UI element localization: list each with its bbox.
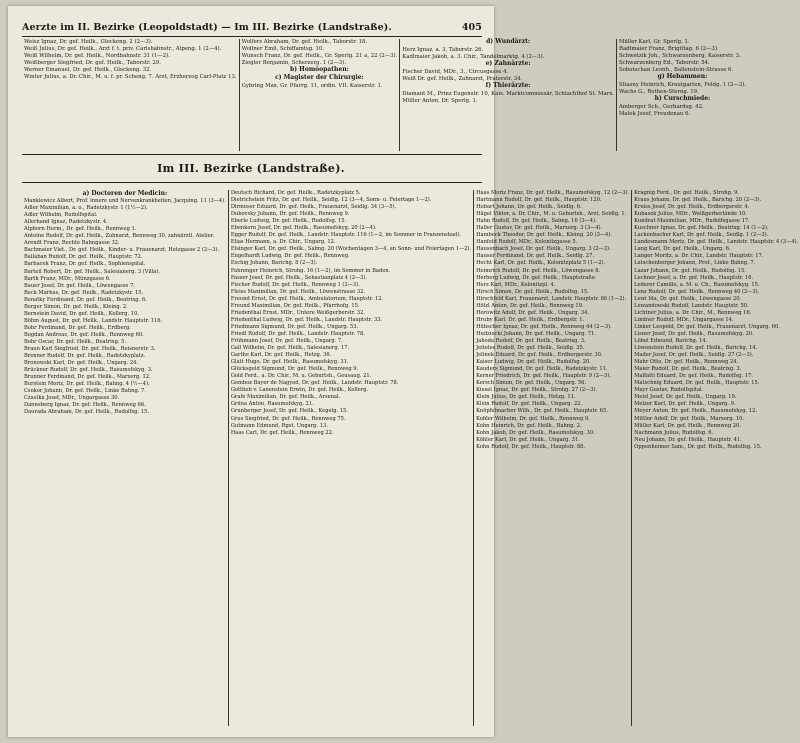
directory-entry: Kersch Simon, Dr. gef. Heilk., Ungarg. 56. [476, 380, 587, 387]
directory-entry: Kauders Sigmund, Dr. gef. Heilk., Radetzkystr. 11. [476, 366, 608, 373]
directory-entry: Hobart Johann, Dr. gef. Heilk., Seidlg. 6. [476, 204, 582, 211]
directory-entry: Lang Karl, Dr. gef. Heilk., Ungarg. 6. [634, 246, 731, 253]
directory-entry: Fleiss Maximilian, Dr. gef. Heilk., Löwenstrasse 32. [230, 288, 365, 295]
directory-entry: Köhler Karl, Dr. gef. Heilk., Ungarg. 31. [476, 436, 580, 443]
directory-entry: Schwarzenberg Ed., Taborstr. 54. [618, 59, 710, 66]
directory-entry: Gutmann Edmund, Rgst. Ungarg. 13. [230, 422, 328, 429]
directory-entry: Eschig Johann, Barichg. 8 (2—3). [230, 260, 318, 267]
directory-entry: Meisl Josef, Dr. gef. Heilk., Ungarg. 19. [634, 394, 737, 401]
header-left: Aerzte im II. Bezirke (Leopoldstadt) — Im III. Bezirke (Landstraße). [22, 21, 392, 33]
directory-entry: Adler Maximilian, a. o., Radetzkystr. 1 (1½—2). [24, 205, 148, 212]
directory-entry: Hudziecki Johann, Dr. gef. Heilk., Ungarg. 71. [476, 330, 596, 337]
page-number: 405 [461, 21, 482, 33]
header-rule [22, 36, 482, 37]
directory-entry: Mayr Gustav, Rudolfspital. [634, 387, 704, 394]
directory-entry: Weißberger Siegfried, Dr. gef. Heilk., Taborstr. 29. [24, 59, 161, 66]
directory-entry: Ballaban Rudolf, Dr. gef. Heilk., Hauptstr. 72. [24, 254, 143, 261]
top-columns [22, 38, 746, 151]
directory-entry: Bohr Oscar, Dr. gef. Heilk., Beatrixg. 5. [24, 338, 127, 345]
main-column [473, 190, 631, 726]
top-column [239, 39, 400, 151]
directory-entry: Grus Siegfried, Dr. gef. Heilk., Rennweg 75. [230, 415, 346, 422]
directory-entry: Gold Ferd., a. Dr. Chir., M. u. Geburtsh., Geusaug. 21. [230, 373, 372, 380]
directory-entry: Barteil Robert, Dr. gef. Heilk., Salesianerg. 3 (Villa). [24, 268, 161, 275]
directory-entry: Ebenkorn Josef, Dr. gef. Heilk., Rasumofskyg. 20 (2—4). [230, 225, 377, 232]
directory-entry: Benatky Ferdinand, Dr. gef. Heilk., Beatrixg. 6. [24, 296, 147, 303]
directory-entry: Brunner Ferdinand, Dr. gef. Heilk., Marxerg. 12. [24, 374, 151, 381]
directory-entry: Berger Simon, Dr. gef. Heilk., Kleing. 2. [24, 303, 128, 310]
directory-entry: Lisner Josef, Dr. gef. Heilk., Rasumofskyg. 20. [634, 330, 754, 337]
directory-entry: Elsinger Karl, Dr. gef. Heilk., Salmg. 20 (Wochentagen 3—4, an Sonn- und Feiertagen 1—2). [230, 246, 472, 253]
directory-entry: Grafe Maximilian, Dr. gef. Heilk., Arsenal. [230, 394, 341, 401]
directory-entry: Weisz Ignaz, Dr. gef. Heilk., Glockeng. 2 (2—3). [24, 39, 153, 45]
directory-entry: Mankiewicz Albert, Prof. innere und Nervenkrankheiten, Jacquing. 11 (3—4). [24, 198, 226, 205]
directory-entry: Adler Wilhelm, Rudolfspital. [24, 212, 98, 219]
top-column [22, 39, 239, 151]
directory-entry: Bogdan Andreas, Dr. gef. Heilk., Rennweg 60. [24, 331, 144, 338]
directory-entry: Elias Hermann, a. Dr. Chir., Ungarg. 12. [230, 239, 336, 246]
directory-entry: Grüna Anton, Rasumofskyg. 21. [230, 401, 314, 408]
directory-entry: Lederer Camillo, a. M. u. Ch., Rasumofskyg. 15. [634, 281, 760, 288]
directory-entry: Langer Moritz, a. Dr. Chir., Landstr. Hauptstr. 17. [634, 253, 764, 260]
directory-entry: Horowitz Adolf, Dr. gef. Heilk., Ungarg. 34. [476, 309, 590, 316]
directory-entry: Kundrat Maximilian, MDr., Rudolfsgasse 17. [634, 218, 750, 225]
directory-entry: Hartmann Rudolf, Dr. gef. Heilk., Hauptstr. 120. [476, 197, 602, 204]
directory-entry: Braun Karl Siegfried, Dr. gef. Heilk., Reisnerstr. 3. [24, 346, 156, 353]
directory-entry: Winter Julius, a. Dr. Chir., M. u. f. pr. Scheng. 7. Arzt, Erzherzog Carl-Platz 13. [24, 73, 237, 80]
directory-entry: Hirschfeld Karl, Frauenarzt, Landstr. Hauptstr. 86 (1—2). [476, 295, 627, 302]
directory-entry: Wachs G., Rothen-Sterng. 19. [618, 88, 699, 95]
directory-entry: Knöpfelmacher Wilh., Dr. gef. Heilk., Hauptstr. 65. [476, 408, 608, 415]
directory-entry: Jeiteles Rudolf, Dr. gef. Heilk., Seidlg. 35. [476, 345, 585, 352]
directory-entry: Hanfeld Rudolf, MDr., Kolonitzgasse 5. [476, 239, 578, 246]
directory-entry: Kiesel Ignaz, Dr. gef. Heilk., Strohg. 27 (2—3). [476, 387, 598, 394]
directory-entry: Kuschner Ignaz, Dr. gef. Heilk., Beatrixg. 14 (1—2). [634, 225, 769, 232]
directory-entry: Hägel Viktor, a. Dr. Chir., M. u. Geburtsh., Arzt, Seidlg. 1. [476, 211, 627, 218]
directory-entry: Lichtner Julius, a. Dr. Chir., M., Rennweg 16. [634, 309, 752, 316]
directory-entry: Müller Karl, Gr. Sperlg. 1. [618, 39, 690, 45]
directory-entry: Nachmann Julius, Rudolfsg. 6. [634, 429, 714, 436]
directory-entry: Frühmann Josef, Dr. gef. Heilk., Ungarg. 7. [230, 337, 343, 344]
directory-entry: Heimrich Rudolf, Dr. gef. Heilk., Löwengasse 8. [476, 267, 601, 274]
category-heading: a) Doctoren der Medicin: [82, 190, 168, 197]
directory-entry: Kadlmaier Jakob, a. 3. Chir., Tandelmarktg. 4 (2—3). [402, 53, 545, 60]
directory-entry: Neu Johann, Dr. gef. Heilk., Hauptstr. 41. [634, 436, 742, 443]
directory-entry: Lechner Josef, a. Dr. gef. Heilk., Hauptstr. 16. [634, 274, 754, 281]
directory-entry: Stiasny Heinrich, Krautgarten, Feldg. 1 (2—3). [618, 81, 746, 88]
directory-entry: Latschenberger Johann, Prof., Linke Bahng. 7. [634, 260, 756, 267]
main-columns [22, 190, 799, 726]
directory-entry: Kroiss Josef, Dr. gef. Heilk., Erdbergerstr. 4. [634, 204, 750, 211]
directory-entry: Allerhand Ignaz, Radetzkystr. 4. [24, 219, 108, 226]
directory-entry: Bohr Ferdinand, Dr. gef. Heilk., Erdberg. [24, 324, 131, 331]
directory-entry: Barbacek Franz, Dr. gef. Heilk., Sophienspital. [24, 261, 146, 268]
directory-entry: Bachmaier Viet., Dr. gef. Heilk., Kinder- u. Frauenarzt, Hetzgasse 2 (2—3). [24, 247, 220, 254]
directory-entry: Deutsch Richard, Dr. gef. Heilk., Radetzkyplatz 5. [230, 190, 361, 196]
directory-entry: Hölzl Anton, Dr. gef. Heilk., Rennweg 19. [476, 302, 584, 309]
directory-entry: Hruby Karl, Dr. gef. Heilk., Erdbergstr. 1. [476, 316, 585, 323]
directory-entry: Egger Rudolf, Dr. gef. Heilk., Landstr. Hauptstr. 116 (1—2, im Sommer in Franzensbad). [230, 232, 461, 239]
category-heading: h) Curschmiede: [654, 94, 711, 102]
directory-entry: Friedl Rudolf, Dr. gef. Heilk., Landstr. Hauptstr. 78. [230, 330, 365, 337]
section-title: Im III. Bezirke (Landstraße). [157, 162, 345, 175]
directory-entry: Friedenthal Ernst, MDr., Untere Weißgerberstr. 32. [230, 309, 366, 316]
top-column [616, 39, 748, 151]
directory-entry: Kragnig Ferd., Dr. gef. Heilk., Strohg. 9. [634, 190, 740, 196]
directory-entry: Dirmoser Eduard, Dr. gef. Heilk., Frauenarzt, Seidlg. 34 (3—5). [230, 204, 397, 211]
directory-entry: Haas Carl, Dr. gef. Heilk., Rennweg 22. [230, 429, 334, 436]
directory-entry: Kaiser Ludwig, Dr. gef. Heilk., Rudolfsg. 20. [476, 359, 591, 366]
directory-entry: Amberger Sch., Gerhardsg. 42. [618, 103, 704, 110]
directory-entry: Lindner Rudolf, MDr., Ungargasse 14. [634, 316, 734, 323]
directory-entry: Wollner Emil, Schiffamtsg. 10. [241, 45, 325, 52]
directory-entry: Glatt Hugo, Dr. gef. Heilk., Rasumofskyg. 31. [230, 359, 349, 366]
category-heading: e) Zahnärzte: [485, 59, 531, 67]
directory-entry: Weiß Wilhelm, Dr. gef. Heilk., Nordbahnstr. 31 (1—2). [24, 52, 170, 59]
section-rule [22, 154, 482, 155]
main-column [228, 190, 473, 726]
directory-entry: Diamant M., Prinz Eugenstr. 10, Kais. Marktcommissär, Schlachthof St. Marx. [402, 90, 614, 97]
directory-entry: Csokor Johann, Dr. gef. Heilk., Linke Bahng. 7. [24, 388, 146, 395]
directory-entry: Mader Josef, Dr. gef. Heilk., Seidlg. 27 (2—3). [634, 352, 754, 359]
directory-entry: Bernstein David, Dr. gef. Heilk., Kollerg. 10. [24, 310, 139, 317]
directory-entry: Brenner Rudolf, Dr. gef. Heilk., Radetzkyplatz. [24, 353, 146, 360]
directory-entry: Arendt Franz, Rechte Bahngasse 32. [24, 240, 120, 247]
directory-entry: Haas Moriz Franz, Dr. gef. Heilk., Rasumofskyg. 12 (2—3). [476, 190, 630, 196]
directory-entry: Kohn Heinrich, Dr. gef. Heilk., Bahng. 2. [476, 422, 582, 429]
directory-entry: Burstein Moriz, Dr. gef. Heilk., Bahng. 4 (½—4). [24, 381, 150, 388]
directory-entry: Wolfers Abraham, Dr. gef. Heilk., Taborstr. 18. [241, 39, 368, 45]
directory-entry: Linker Leopold, Dr. gef. Heilk., Frauenarzt, Ungarg. 60. [634, 323, 780, 330]
directory-entry: Fischer Rudolf, Dr. gef. Heilk., Rennweg 1 (2—3). [230, 281, 360, 288]
directory-entry: Bronowski Karl, Dr. gef. Heilk., Ungarg. 24. [24, 360, 139, 367]
directory-entry: Jelinek Eduard, Dr. gef. Heilk., Erdbergerstr. 30. [476, 352, 603, 359]
directory-entry: Weiß Dr. gef. Heilk., Zahnarzt, Praterstr. 34. [402, 75, 523, 82]
category-heading: c) Magister der Chirurgie: [275, 73, 364, 81]
directory-entry: Alpborn Herm., Dr. gef. Heilk., Rennweg 1. [24, 226, 137, 233]
directory-entry: Lenz Rudolf, Dr. gef. Heilk., Rennweg 40 (2—3). [634, 288, 760, 295]
directory-entry: Gall Wilhelm, Dr. gef. Heilk., Salesianerg. 17. [230, 345, 350, 352]
directory-entry: Radlmaier Franz, Brigittag. 6 (2—3). [618, 45, 719, 52]
directory-entry: Grunberger Josef, Dr. gef. Heilk., Kegelg. 15. [230, 408, 348, 415]
directory-entry: Czastka Josef, MDr., Ungargasse 30. [24, 395, 120, 402]
directory-entry: Lewandowski Rudolf, Landstr. Hauptstr. 50. [634, 302, 749, 309]
directory-entry: Oppenheimer Sam., Dr. gef. Heilk., Rudolfsg. 15. [634, 443, 762, 450]
category-heading: f) Thierärzte: [485, 81, 531, 89]
directory-entry: Hambock Theodor, Dr. gef. Heilk., Kleing. 20 (3—4). [476, 232, 612, 239]
directory-entry: Glücksgeld Sigmund, Dr. gef. Heilk., Rennweg 9. [230, 366, 359, 373]
directory-entry: Hauser Ferdinand, Dr. gef. Heilk., Seidlg. 27. [476, 253, 594, 260]
directory-entry: Antoine Rudolf, Dr. gef. Heilk., Zahnarzt, Rennweg 30, zahnärztl. Atelier. [24, 233, 215, 240]
directory-entry: Engelhardt Ludwig, Dr. gef. Heilk., Rennweg. [230, 253, 350, 260]
directory-entry: Fasser Josef, Dr. gef. Heilk., Sebastianplatz 4 (2—3). [230, 274, 368, 281]
directory-entry: Fahrenger Heinrich, Strohg. 16 (1—2), im Sommer in Baden. [230, 267, 391, 274]
directory-entry: Gomboz Bayer de Nagyed, Dr. gef. Heilk., Landstr. Hauptstr. 78. [230, 380, 399, 387]
directory-entry: Lewi Ida, Dr. gef. Heilk., Löwengasse 20. [634, 295, 742, 302]
directory-entry: Kraus Johann, Dr. gef. Heilk., Barichg. 20 (2—3). [634, 197, 762, 204]
directory-entry: Hausenbach Josef, Dr. gef. Heilk., Ungarg. 3 (2—3). [476, 246, 611, 253]
directory-entry: Fischer David, MDr., 3., Circusgasse 4. [402, 68, 509, 75]
directory-entry: Freund Ernst, Dr. gef. Heilk., Ambulatorium, Hauptstr. 12. [230, 295, 384, 302]
section-rule [22, 182, 482, 183]
directory-entry: Herz Ignaz, a. 3, Taborstr. 26. [402, 46, 484, 53]
page-header [22, 20, 482, 34]
category-heading: b) Homöopathen: [290, 65, 349, 73]
directory-entry: Friedenthal Ludwig, Dr. gef. Heilk., Landstr. Hauptstr. 33. [230, 316, 383, 323]
directory-entry: Hahn Rudolf, Dr. gef. Heilk., Salmg. 16 (3—4). [476, 218, 597, 225]
directory-entry: Bauer Josef, Dr. gef. Heilk., Löwengasse 7. [24, 282, 136, 289]
directory-entry: Kohn Jakob, Dr. gef. Heilk., Rasumofskyg. 30. [476, 429, 595, 436]
directory-entry: Freund Maximilian, Dr. gef. Heilk., Pfarrhofg. 15. [230, 302, 360, 309]
directory-entry: Melzer Karl, Dr. gef. Heilk., Ungarg. 9. [634, 401, 736, 408]
top-column [399, 39, 616, 151]
directory-entry: Weiß Julius, Dr. gef. Heilk., Arzt f. t. priv. Carlsbahnstr., Alpeng. 1 (2—4). [24, 45, 222, 52]
directory-entry: Lackenbacher Karl, Dr. gef. Heilk., Seidlg. 1 (2—3). [634, 232, 769, 239]
directory-entry: Matschnig Eduard, Dr. gef. Heilk., Hauptstr. 15. [634, 380, 760, 387]
category-heading: d) Wundärzt: [486, 38, 531, 45]
directory-entry: Hirsch Simon, Dr. gef. Heilk., Rudolfsg. 15. [476, 288, 589, 295]
directory-entry: Herz Karl, MDr., Kolonitzpl. 4. [476, 281, 556, 288]
directory-entry: Garthe Karl, Dr. gef. Heilk., Hetzg. 36. [230, 352, 332, 359]
main-column [22, 190, 228, 726]
directory-entry: Haller Gustav, Dr. gef. Heilk., Marxerg. 3 (3—4). [476, 225, 603, 232]
directory-entry: Malek Josef, Freudenau 6. [618, 110, 691, 117]
directory-entry: Werner Emanuel, Dr. gef. Heilk., Glockeng. 32. [24, 66, 152, 73]
directory-entry: Hecht Karl, Dr. gef. Heilk., Kolonitzplatz 5 (1—2). [476, 260, 606, 267]
directory-entry: Maier Rudolf, Dr. gef. Heilk., Beatrixg. 3. [634, 366, 742, 373]
directory-entry: Herberg Ludwig, Dr. gef. Heilk., Hauptstraße. [476, 274, 597, 281]
directory-entry: Ziegler Benjamin, Scherzerg. 1 (2—3). [241, 59, 346, 66]
directory-entry: Sobotschan Leonh., Ballenstein-Strasse 6. [618, 66, 734, 73]
directory-entry: Kerner Friedrich, Dr. gef. Heilk., Hauptstr. 9 (2—3). [476, 373, 612, 380]
directory-entry: Mahr Otto, Dr. gef. Heilk., Rennweg 24. [634, 359, 739, 366]
directory-entry: Eberle Ludwig, Dr. gef. Heilk., Rudolfsg. 15. [230, 218, 347, 225]
directory-entry: Malfatti Eduard, Dr. gef. Heilk., Rudolfsg. 17. [634, 373, 753, 380]
directory-entry: Jahoda Rudolf, Dr. gef. Heilk., Beatrixg. 3. [476, 337, 586, 344]
directory-entry: Löwenstein Rudolf, Dr. gef. Heilk., Barichg. 14. [634, 345, 758, 352]
directory-entry: Gottlieb v. Lanenstein Erwin, Dr. gef. Heilk., Kollerg. [230, 387, 369, 394]
directory-entry: Meyer Anton, Dr. gef. Heilk., Rasumofskyg. 12. [634, 408, 757, 415]
directory-entry: Hübscher Ignaz, Dr. gef. Heilk., Rennweg 44 (2—3). [476, 323, 612, 330]
directory-entry: Klein Julius, Dr. gef. Heilk., Hetzg. 11. [476, 394, 576, 401]
directory-entry: Brückner Rudolf, Dr. gef. Heilk., Rasumofskyg. 3. [24, 367, 153, 374]
directory-entry: Barth Franz, MDr., Münzgasse 6. [24, 275, 111, 282]
directory-entry: Kobler Wilhelm, Dr. gef. Heilk., Rennweg 9. [476, 415, 590, 422]
directory-entry: Müller Karl, Dr. gef. Heilk., Rennweg 20. [634, 422, 741, 429]
directory-entry: Dubovsky Johann, Dr. gef. Heilk., Rennweg 9. [230, 211, 350, 218]
directory-entry: Schwetzik Joh., Schwarzenberg, Kaiserstr. 3. [618, 52, 741, 59]
main-column [631, 190, 800, 726]
directory-entry: Landesmann Moriz, Dr. gef. Heilk., Landstr. Hauptstr. 4 (3—4). [634, 239, 799, 246]
directory-entry: Daurada Abraham, Dr. gef. Heilk., Rudolfsg. 15. [24, 409, 149, 416]
directory-entry: Danneberg Ignaz, Dr. gef. Heilk., Rennweg 66. [24, 402, 146, 409]
directory-entry: Friedmann Sigmund, Dr. gef. Heilk., Ungarg. 53. [230, 323, 359, 330]
directory-entry: Kohn Rudolf, Dr. gef. Heilk., Hauptstr. 88. [476, 443, 586, 450]
directory-entry: Dietrichstein Fritz, Dr. gef. Heilk., Seidlg. 12 (3—4, Sonn- u. Feiertage 1—2). [230, 197, 432, 204]
directory-entry: Lazar Johann, Dr. gef. Heilk., Rudolfsg. 15. [634, 267, 746, 274]
directory-entry: Mittler Adolf, Dr. gef. Heilk., Marxerg. 10. [634, 415, 745, 422]
directory-entry: Gybring Max, Gr. Pfarrg. 11, ordin. VII. Kaiserstr. 1. [241, 82, 383, 89]
directory-entry: Klein Rudolf, Dr. gef. Heilk., Ungarg. 22. [476, 401, 583, 408]
directory-entry: Müller Anton, Dr. Sperlg. 1. [402, 97, 478, 104]
directory-entry: Wunsch Franz, Dr. gef. Heilk., Gr. Sperlg. 21 a, 22 (2—3). [241, 52, 398, 59]
directory-entry: Beck Markus, Dr. gef. Heilk., Radetzkystr. 15. [24, 289, 144, 296]
category-heading: g) Hebammen: [657, 72, 708, 80]
directory-entry: Böhm August, Dr. gef. Heilk., Landstr. Hauptstr. 116. [24, 317, 163, 324]
directory-entry: Kubasek Julius, MDr., Weißgerberlände 10. [634, 211, 747, 218]
directory-page [8, 6, 799, 737]
directory-entry: Löbel Edmund, Barichg. 14. [634, 337, 708, 344]
